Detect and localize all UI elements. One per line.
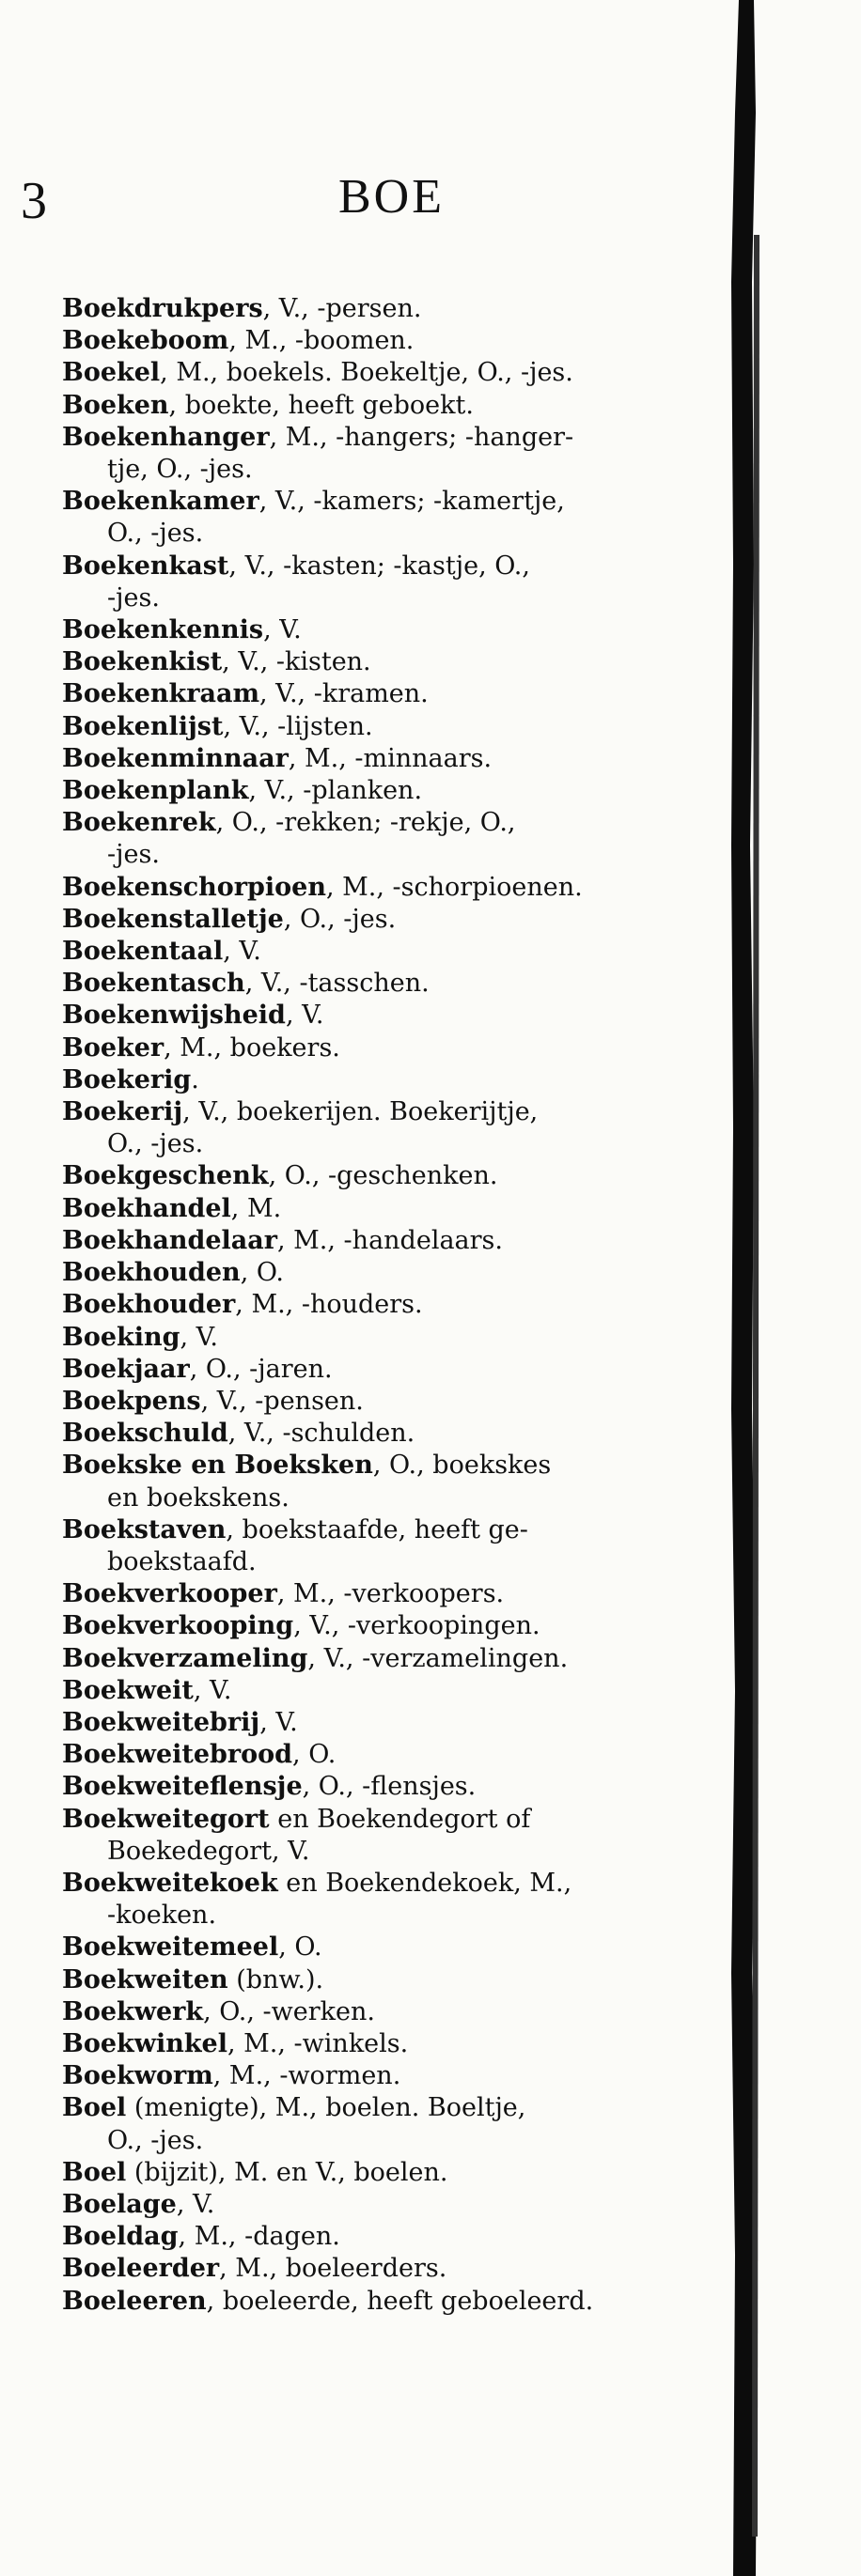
entry-definition: , boeleerde, heeft geboeleerd. — [206, 2286, 594, 2316]
dictionary-entry — [62, 775, 767, 807]
entry-headword: Boekweitekoek — [62, 1868, 278, 1898]
entry-definition: . — [191, 1064, 199, 1094]
entry-continuation — [62, 1546, 767, 1578]
entry-definition: , V. — [259, 1707, 298, 1737]
entry-definition: , O., -geschenken. — [268, 1161, 498, 1191]
entry-continuation — [62, 582, 767, 614]
entry-definition: , M., -winkels. — [227, 2028, 409, 2058]
entry-headword: Boekweitebrij — [62, 1707, 260, 1737]
entry-headword: Boekverkooping — [62, 1611, 294, 1641]
entry-headword: Boekenwijsheid — [62, 1001, 286, 1031]
entry-headword: Boekhouder — [62, 1290, 236, 1320]
dictionary-entry — [62, 1996, 767, 2028]
entry-definition: , M., -schorpioenen. — [325, 872, 583, 902]
dictionary-entries — [62, 293, 767, 2318]
dictionary-entry — [62, 872, 767, 904]
dictionary-entry — [62, 807, 767, 839]
dictionary-entry — [62, 1193, 767, 1225]
entry-definition: tje, O., -jes. — [107, 455, 253, 485]
entry-definition: , V. — [263, 615, 302, 645]
entry-headword: Boekenlijst — [62, 711, 224, 741]
entry-continuation — [62, 1836, 767, 1868]
entry-definition: , O. — [292, 1740, 337, 1770]
entry-definition: , V., boekerijen. Boekerijtje, — [182, 1097, 539, 1127]
entry-headword: Boekhouden — [62, 1258, 241, 1288]
entry-definition: O., -jes. — [107, 1129, 204, 1159]
dictionary-entry — [62, 1932, 767, 1963]
entry-continuation — [62, 1482, 767, 1514]
dictionary-entry — [62, 1675, 767, 1707]
dictionary-entry — [62, 2286, 767, 2318]
page-margin — [756, 0, 861, 2576]
entry-headword: Boekske en Boeksken — [62, 1451, 373, 1481]
dictionary-entry — [62, 711, 767, 743]
entry-headword: Boekweitegort — [62, 1804, 270, 1834]
entry-definition: , M., boekers. — [164, 1032, 340, 1063]
entry-headword: Boekerig — [62, 1064, 192, 1094]
entry-definition: , M., -boomen. — [228, 326, 415, 356]
entry-definition: Boekedegort, V. — [107, 1836, 310, 1866]
dictionary-entry — [62, 2092, 767, 2124]
entry-definition: , V., -tasschen. — [244, 969, 430, 999]
dictionary-entry — [62, 1064, 767, 1096]
entry-definition: -jes. — [107, 582, 160, 613]
entry-definition: , M., -hangers; -hanger- — [269, 422, 574, 452]
entry-headword: Boekweitebrood — [62, 1740, 293, 1770]
entry-definition: -koeken. — [107, 1901, 217, 1931]
entry-headword: Boekenhanger — [62, 422, 270, 452]
entry-headword: Boekdrukpers — [62, 294, 263, 323]
entry-headword: Boekweit — [62, 1675, 194, 1705]
entry-definition: , V., -kasten; -kastje, O., — [228, 551, 530, 581]
entry-headword: Boekhandelaar — [62, 1225, 277, 1255]
dictionary-entry — [62, 1418, 767, 1450]
dictionary-entry — [62, 1804, 767, 1836]
dictionary-entry — [62, 1578, 767, 1610]
entry-continuation — [62, 1900, 767, 1932]
entry-definition: , V. — [176, 2189, 215, 2219]
dictionary-entry — [62, 1160, 767, 1192]
dictionary-entry — [62, 1386, 767, 1418]
entry-headword: Boekentaal — [62, 937, 224, 967]
entry-definition: , M., -verkoopers. — [276, 1579, 505, 1609]
entry-headword: Boekwerk — [62, 1996, 204, 2026]
entry-continuation — [62, 839, 767, 871]
entry-headword: Boekweiteflensje — [62, 1772, 303, 1802]
entry-definition: , M., boeleerders. — [219, 2254, 447, 2284]
entry-headword: Boekweiten — [62, 1964, 228, 1994]
entry-definition: , O. — [278, 1932, 322, 1963]
entry-headword: Boekenschorpioen — [62, 872, 326, 902]
entry-definition: , V. — [180, 1322, 219, 1352]
entry-headword: Boel — [62, 2093, 127, 2123]
entry-headword: Boeldag — [62, 2222, 179, 2252]
entry-headword: Boekgeschenk — [62, 1161, 269, 1191]
entry-definition: , O., -rekken; -rekje, O., — [215, 808, 516, 838]
entry-definition: -jes. — [107, 840, 160, 870]
entry-definition: , V., -verkoopingen. — [293, 1611, 540, 1641]
entry-definition: , M., -dagen. — [178, 2222, 340, 2252]
dictionary-entry — [62, 1868, 767, 1900]
entry-definition: , V. — [285, 1001, 324, 1031]
entry-definition: , V., -kisten. — [222, 647, 371, 677]
entry-headword: Boeleeren — [62, 2286, 207, 2316]
entry-definition: , O., -jes. — [283, 904, 397, 934]
running-head: BOE — [338, 170, 445, 224]
dictionary-entry — [62, 646, 767, 678]
dictionary-entry — [62, 1771, 767, 1803]
entry-headword: Boekstaven — [62, 1514, 227, 1544]
entry-definition: , O., -flensjes. — [302, 1772, 477, 1802]
entry-definition: , O. — [240, 1258, 284, 1288]
entry-headword: Boekenkist — [62, 647, 223, 677]
entry-headword: Boekenkast — [62, 551, 229, 581]
entry-headword: Boekerij — [62, 1097, 183, 1127]
dictionary-entry — [62, 1514, 767, 1546]
entry-headword: Boekworm — [62, 2061, 213, 2091]
dictionary-entry — [62, 904, 767, 936]
entry-headword: Boekschuld — [62, 1419, 228, 1449]
dictionary-entry — [62, 2189, 767, 2221]
entry-headword: Boelage — [62, 2189, 177, 2219]
entry-definition: , O., -jaren. — [189, 1354, 333, 1384]
entry-definition: , V., -persen. — [262, 294, 422, 323]
entry-headword: Boekjaar — [62, 1354, 190, 1384]
entry-continuation — [62, 1128, 767, 1160]
dictionary-entry — [62, 1707, 767, 1739]
dictionary-entry — [62, 1739, 767, 1771]
entry-definition: , V., -pensen. — [200, 1386, 364, 1416]
dictionary-entry — [62, 293, 767, 325]
dictionary-entry — [62, 1322, 767, 1354]
dictionary-entry — [62, 1450, 767, 1482]
entry-headword: Boekverzameling — [62, 1643, 308, 1673]
dictionary-entry — [62, 1000, 767, 1032]
entry-definition: , M., -minnaars. — [288, 743, 493, 773]
entry-headword: Boekenminnaar — [62, 743, 289, 773]
entry-headword: Boeken — [62, 390, 169, 420]
dictionary-entry — [62, 614, 767, 646]
dictionary-entry — [62, 678, 767, 710]
dictionary-entry — [62, 743, 767, 775]
entry-headword: Boeking — [62, 1322, 180, 1352]
entry-definition: , V. — [193, 1675, 232, 1705]
entry-definition: , V., -lijsten. — [223, 711, 373, 741]
entry-definition: , V., -schulden. — [227, 1419, 415, 1449]
entry-definition: , V., -planken. — [248, 776, 423, 806]
entry-headword: Boekenkraam — [62, 679, 260, 709]
dictionary-entry — [62, 1257, 767, 1289]
entry-headword: Boekverkooper — [62, 1579, 277, 1609]
entry-definition: , boekte, heeft geboekt. — [168, 390, 474, 420]
dictionary-entry — [62, 1096, 767, 1128]
entry-definition: , O., -werken. — [203, 1996, 375, 2026]
dictionary-entry — [62, 486, 767, 518]
entry-definition: , boekstaafde, heeft ge- — [226, 1514, 528, 1544]
entry-definition: , V., -kramen. — [259, 679, 429, 709]
entry-definition: en Boekendekoek, M., — [277, 1868, 572, 1898]
entry-definition: (menigte), M., boelen. Boeltje, — [126, 2093, 526, 2123]
entry-continuation — [62, 454, 767, 486]
entry-headword: Boekenkennis — [62, 615, 264, 645]
entry-continuation — [62, 518, 767, 550]
dictionary-entry — [62, 1354, 767, 1386]
entry-headword: Boeker — [62, 1032, 164, 1063]
dictionary-entry — [62, 968, 767, 1000]
entry-definition: , V., -verzamelingen. — [307, 1643, 569, 1673]
entry-headword: Boekel — [62, 358, 161, 388]
entry-definition: (bijzit), M. en V., boelen. — [126, 2157, 448, 2187]
dictionary-entry — [62, 2221, 767, 2253]
dictionary-entry — [62, 551, 767, 582]
entry-headword: Boekweitemeel — [62, 1932, 279, 1963]
entry-headword: Boekentasch — [62, 969, 245, 999]
entry-definition: , M., -wormen. — [212, 2061, 401, 2091]
entry-definition: boekstaafd. — [107, 1546, 257, 1576]
dictionary-entry — [62, 2157, 767, 2189]
dictionary-entry — [62, 1964, 767, 1996]
entry-headword: Boekenrek — [62, 808, 216, 838]
entry-definition: , O., boekskes — [372, 1451, 552, 1481]
dictionary-entry — [62, 422, 767, 454]
entry-definition: , V., -kamers; -kamertje, — [258, 487, 565, 517]
entry-definition: , M., -handelaars. — [277, 1225, 503, 1255]
entry-headword: Boel — [62, 2157, 127, 2187]
page-number: 3 — [21, 172, 47, 230]
entry-definition: , V. — [223, 937, 261, 967]
entry-headword: Boekpens — [62, 1386, 201, 1416]
entry-headword: Boekenkamer — [62, 487, 259, 517]
dictionary-entry — [62, 357, 767, 389]
dictionary-entry — [62, 2060, 767, 2092]
dictionary-entry — [62, 325, 767, 357]
entry-definition: en boekskens. — [107, 1482, 290, 1513]
entry-definition: O., -jes. — [107, 2125, 204, 2155]
entry-definition: , M., boekels. Boekeltje, O., -jes. — [160, 358, 573, 388]
entry-headword: Boekenplank — [62, 776, 249, 806]
entry-definition: , M. — [230, 1193, 282, 1223]
entry-definition: (bnw.). — [227, 1964, 324, 1994]
dictionary-entry — [62, 1643, 767, 1675]
dictionary-entry — [62, 2253, 767, 2285]
entry-continuation — [62, 2125, 767, 2157]
dictionary-entry — [62, 1225, 767, 1257]
dictionary-entry — [62, 1610, 767, 1642]
dictionary-entry — [62, 936, 767, 968]
dictionary-entry — [62, 2028, 767, 2060]
entry-headword: Boekeboom — [62, 326, 229, 356]
dictionary-entry — [62, 1032, 767, 1064]
dictionary-entry — [62, 1289, 767, 1321]
entry-definition: O., -jes. — [107, 519, 204, 549]
dictionary-entry — [62, 390, 767, 422]
entry-headword: Boeleerder — [62, 2254, 220, 2284]
entry-definition: , M., -houders. — [235, 1290, 423, 1320]
entry-headword: Boekwinkel — [62, 2028, 227, 2058]
entry-definition: en Boekendegort of — [269, 1804, 531, 1834]
entry-headword: Boekhandel — [62, 1193, 231, 1223]
entry-headword: Boekenstalletje — [62, 904, 284, 934]
